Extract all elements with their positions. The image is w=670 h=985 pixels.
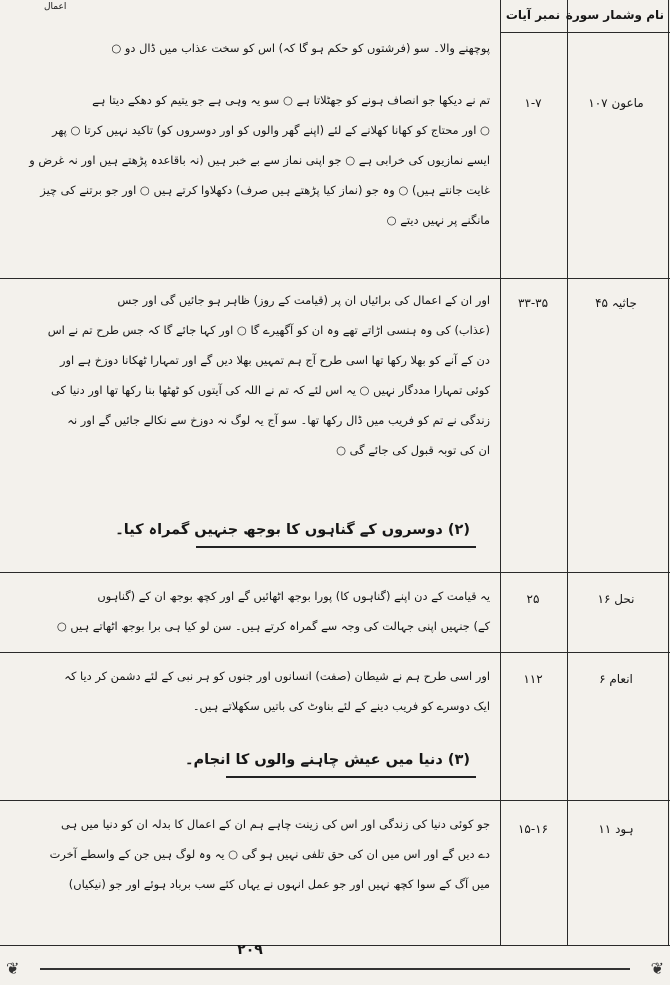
entry-separator	[500, 278, 670, 279]
verse-line: (عذاب) کی وہ ہنسی اڑاتے تھے وہ ان کو آگھیرے گا ○ اور کہا جائے گا کہ جس طرح تم نے اس	[47, 323, 490, 337]
verse-line: کے) جنہیں اپنی جہالت کی وجہ سے گمراہ کرتے ہیں۔ سن لو کیا ہی برا بوجھ اٹھاتے ہیں ○	[56, 619, 490, 633]
verse-line: جو کوئی دنیا کی زندگی اور اس کی زینت چاہے ہم ان کے اعمال کا بدلہ ان کو دنیا میں ہی	[61, 817, 490, 831]
verse-line: غایت جانتے ہیں) ○ وہ جو (نماز کیا پڑھتے ہیں صرف) دکھلاوا کرتے ہیں ○ اور جو برتنے کی چیز	[40, 183, 490, 197]
corner-label: اعمال	[44, 2, 67, 12]
verse-line: کوئی تمہارا مددگار نہیں ○ یہ اس لئے کہ تم نے اللہ کی آیتوں کو ٹھٹھا بنا رکھا تھا اور دنیا کی	[51, 383, 490, 397]
surah-ref: ماعون ۱۰۷	[588, 96, 644, 110]
entry-separator	[0, 572, 670, 573]
header-surah: نام وشمار سورة	[565, 8, 664, 22]
surah-ref: انعام ۶	[599, 672, 633, 686]
section-heading: (۲) دوسروں کے گناہوں کا بوجھ جنہیں گمراہ کیا۔	[115, 522, 470, 538]
header-ayat: نمبر آیات	[505, 8, 561, 22]
ornament-left-icon: ❦	[6, 959, 20, 978]
entry-separator	[0, 800, 670, 801]
ayat-ref: ۱۱۲	[523, 672, 543, 686]
column-divider-mid	[567, 0, 568, 945]
surah-ref: جاثیہ ۴۵	[595, 296, 637, 310]
ayat-ref: ۱۵-۱۶	[517, 822, 549, 836]
column-divider-right	[668, 0, 669, 945]
header-bottom-rule	[500, 32, 670, 33]
verse-line: دن کے آنے کو بھلا رکھا تھا اسی طرح آج ہم تمہیں بھلا دیں گے اور تمہارا ٹھکانا دوزخ ہے اور	[60, 353, 490, 367]
footer-rule	[40, 968, 630, 970]
section-heading: (۳) دنیا میں عیش چاہنے والوں کا انجام۔	[185, 752, 470, 768]
verse-line: تم نے دیکھا جو انصاف ہونے کو جھٹلاتا ہے ○ سو یہ وہی ہے جو یتیم کو دھکے دیتا ہے	[92, 93, 490, 107]
verse-line: میں آگ کے سوا کچھ نہیں اور جو عمل انہوں نے یہاں کئے سب برباد ہوئے اور جو (نیکیاں)	[68, 877, 490, 891]
verse-line: ان کی توبہ قبول کی جائے گی ○	[336, 443, 490, 457]
verse-line: اور اسی طرح ہم نے شیطان (صفت) انسانوں اور جنوں کو ہر نبی کے لئے دشمن کر دیا کہ	[64, 669, 490, 683]
footer-ornament	[0, 959, 670, 977]
verse-line: دے دیں گے اور اس میں ان کی حق تلفی نہیں ہو گی ○ یہ وہ لوگ ہیں جن کے واسطے آخرت	[49, 847, 490, 861]
verse-line: ایسے نمازیوں کی خرابی ہے ○ جو اپنی نماز سے بے خبر ہیں (نہ باقاعدہ پڑھتے ہیں اور نہ غرض و	[29, 153, 490, 167]
verse-line: ○ اور محتاج کو کھانا کھلانے کے لئے (اپنے گھر والوں کو اور دوسروں کو) تاکید نہیں کرتا ○ پھر	[52, 123, 490, 137]
surah-ref: نحل ۱۶	[597, 592, 635, 606]
entry-separator	[0, 652, 670, 653]
verse-line: پوچھنے والا۔ سو (فرشتوں کو حکم ہو گا کہ) اس کو سخت عذاب میں ڈال دو ○	[111, 41, 490, 55]
ayat-ref: ۳۳-۳۵	[517, 296, 549, 310]
ayat-ref: ۲۵	[526, 592, 540, 606]
entry-separator	[0, 278, 500, 279]
verse-line: ایک دوسرے کو فریب دینے کے لئے بناوٹ کی باتیں سکھلاتے ہیں۔	[192, 699, 490, 713]
column-divider-left	[500, 0, 501, 945]
heading-underline	[226, 776, 476, 778]
ayat-ref: ۱-۷	[524, 96, 542, 110]
verse-line: یہ قیامت کے دن اپنے (گناہوں کا) پورا بوجھ اٹھائیں گے اور کچھ بوجھ ان کے (گناہوں	[97, 589, 490, 603]
heading-underline	[196, 546, 476, 548]
verse-line: اور ان کے اعمال کی برائیاں ان پر (قیامت کے روز) ظاہر ہو جائیں گی اور جس	[117, 293, 490, 307]
ornament-right-icon: ❦	[650, 959, 664, 978]
verse-line: مانگنے پر نہیں دیتے ○	[386, 213, 490, 227]
surah-ref: ہود ۱۱	[598, 822, 634, 836]
page-number: ۲۰۹	[237, 942, 263, 958]
verse-line: زندگی نے تم کو فریب میں ڈال رکھا تھا۔ سو آج یہ لوگ نہ دوزخ سے نکالے جائیں گے اور نہ	[67, 413, 490, 427]
